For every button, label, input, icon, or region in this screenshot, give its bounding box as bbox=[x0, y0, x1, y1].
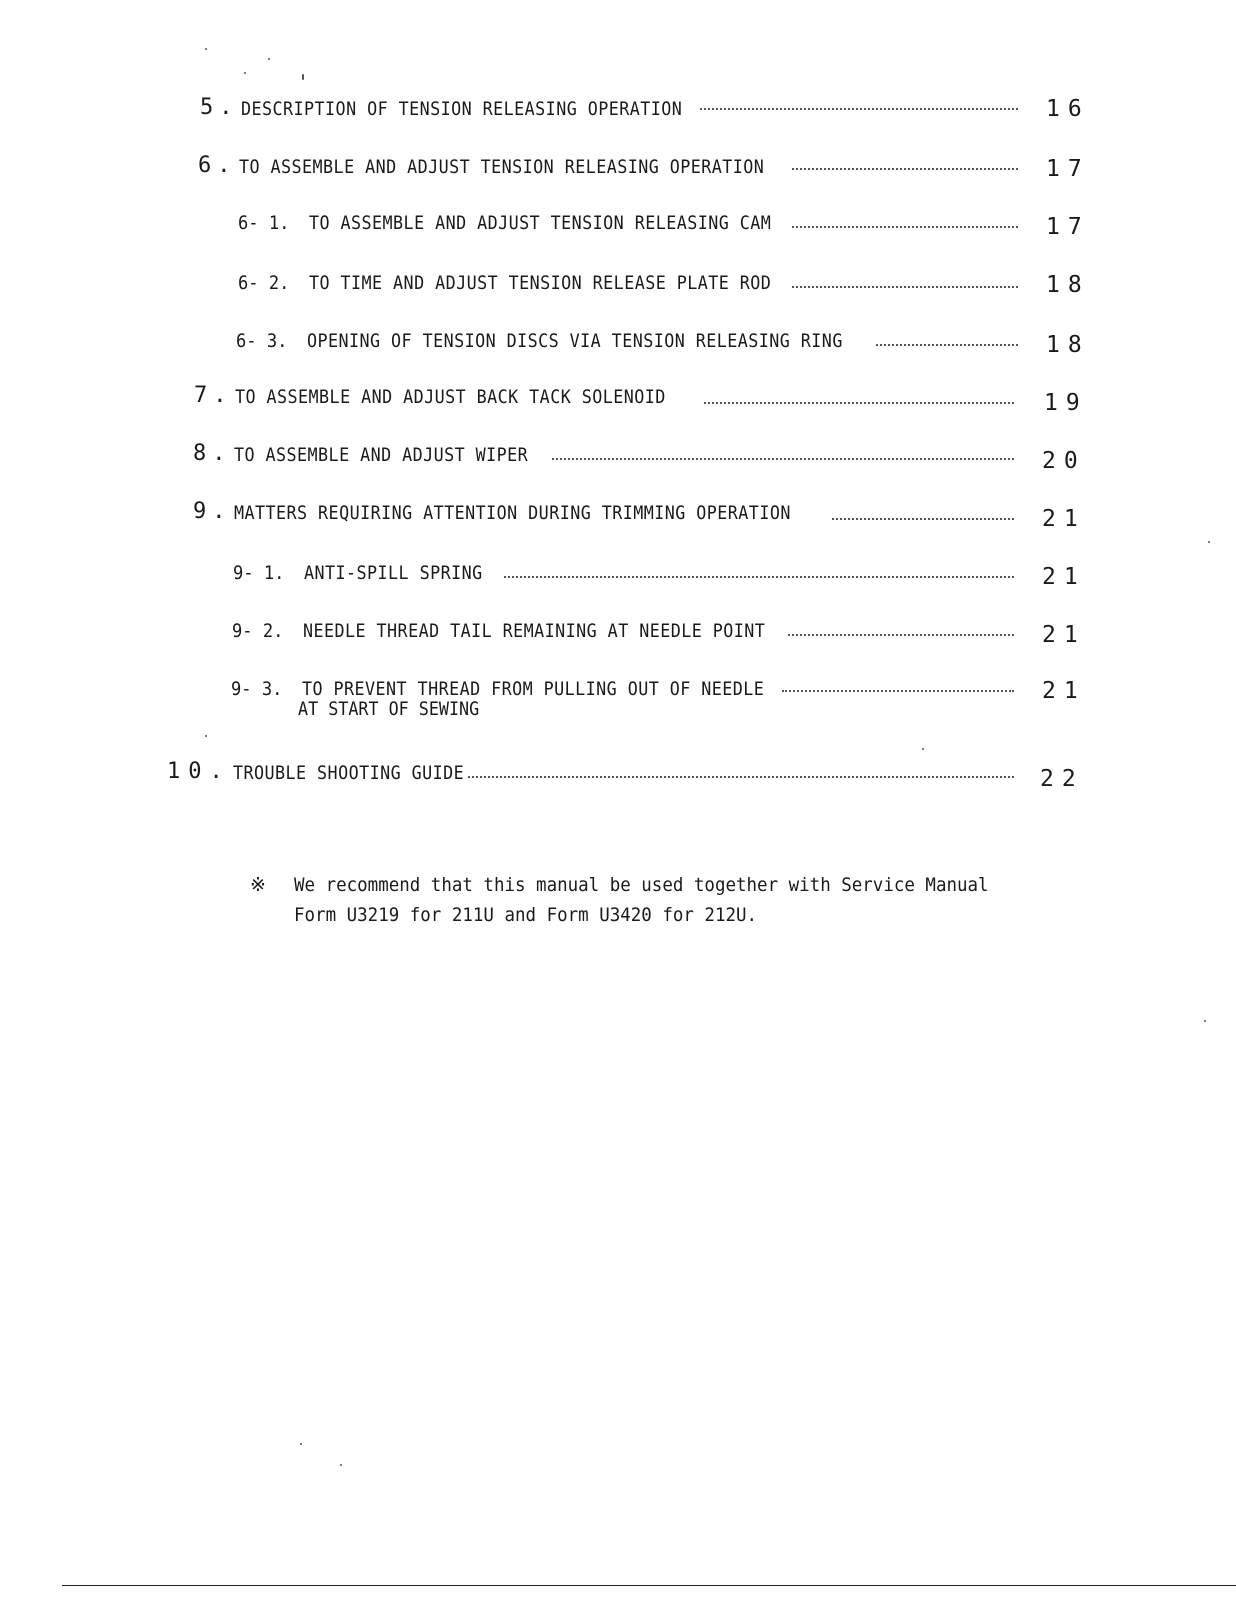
toc-entry-10 bbox=[167, 750, 495, 784]
scan-speck bbox=[340, 1464, 342, 1466]
toc-entry-number: 9- 3. bbox=[231, 678, 283, 700]
dot-leader bbox=[792, 224, 1018, 228]
toc-entry-page: 16 bbox=[1046, 96, 1090, 122]
dot-leader bbox=[792, 166, 1018, 170]
toc-entry-number: 6- 1. bbox=[238, 212, 290, 234]
toc-entry-9-3 bbox=[231, 666, 828, 700]
toc-entry-title: TO ASSEMBLE AND ADJUST TENSION RELEASING OPERATION bbox=[238, 156, 764, 178]
toc-entry-number: 6. bbox=[198, 153, 237, 178]
toc-entry-title-continuation: AT START OF SEWING bbox=[298, 698, 480, 720]
toc-entry-9-2 bbox=[232, 608, 829, 642]
dot-leader bbox=[782, 688, 1014, 692]
toc-entry-number: 9- 1. bbox=[233, 562, 285, 584]
toc-entry-page: 18 bbox=[1046, 332, 1090, 358]
toc-entry-number: 6- 2. bbox=[238, 272, 290, 294]
dot-leader bbox=[788, 632, 1014, 636]
toc-entry-number: 5. bbox=[200, 95, 239, 120]
dot-leader bbox=[504, 574, 1014, 578]
toc-entry-8 bbox=[193, 432, 568, 466]
scan-speck bbox=[244, 72, 246, 74]
scan-speck bbox=[205, 735, 207, 737]
toc-entry-title: TO ASSEMBLE AND ADJUST BACK TACK SOLENOID bbox=[234, 386, 666, 408]
toc-entry-9-1 bbox=[233, 550, 507, 584]
scan-speck bbox=[922, 748, 924, 750]
toc-entry-page: 17 bbox=[1046, 214, 1090, 240]
toc-entry-title: ANTI-SPILL SPRING bbox=[304, 562, 483, 584]
toc-entry-title: OPENING OF TENSION DISCS VIA TENSION RELEASING RING bbox=[307, 330, 844, 352]
toc-entry-title: TO ASSEMBLE AND ADJUST WIPER bbox=[233, 444, 528, 466]
dot-leader bbox=[876, 342, 1018, 346]
toc-entry-6-2 bbox=[238, 260, 835, 294]
dot-leader bbox=[552, 456, 1014, 460]
toc-entry-9 bbox=[193, 490, 866, 524]
scan-speck bbox=[300, 1443, 302, 1445]
toc-entry-number: 7. bbox=[194, 383, 233, 408]
toc-entry-page: 21 bbox=[1042, 564, 1086, 590]
toc-entry-title: TROUBLE SHOOTING GUIDE bbox=[232, 762, 464, 784]
toc-entry-number: 6- 3. bbox=[236, 330, 288, 352]
toc-entry-page: 17 bbox=[1046, 156, 1090, 182]
dot-leader bbox=[832, 516, 1014, 520]
toc-entry-number: 10. bbox=[167, 759, 231, 784]
toc-entry-title: TO TIME AND ADJUST TENSION RELEASE PLATE ROD bbox=[309, 272, 772, 294]
scan-speck bbox=[268, 58, 270, 60]
toc-entry-title: DESCRIPTION OF TENSION RELEASING OPERATION bbox=[240, 98, 682, 120]
footnote-text: We recommend that this manual be used together with Service Manual Form U3219 for 211U and Form U3420 for 212U. bbox=[294, 874, 989, 926]
toc-entry-page: 22 bbox=[1040, 766, 1084, 792]
dot-leader bbox=[792, 284, 1018, 288]
toc-entry-title: TO PREVENT THREAD FROM PULLING OUT OF NEEDLE bbox=[302, 678, 765, 700]
toc-entry-6 bbox=[198, 144, 835, 178]
toc-entry-page: 20 bbox=[1042, 448, 1086, 474]
toc-entry-number: 8. bbox=[193, 441, 232, 466]
scan-speck bbox=[1208, 541, 1210, 543]
reference-mark-icon: ※ bbox=[250, 874, 266, 896]
dot-leader bbox=[468, 774, 1014, 778]
toc-entry-page: 18 bbox=[1046, 272, 1090, 298]
toc-entry-page: 21 bbox=[1042, 506, 1086, 532]
toc-entry-title: NEEDLE THREAD TAIL REMAINING AT NEEDLE POINT bbox=[303, 620, 766, 642]
toc-entry-number: 9. bbox=[193, 499, 232, 524]
toc-entry-7 bbox=[194, 374, 724, 408]
dot-leader bbox=[704, 400, 1014, 404]
scan-speck bbox=[1204, 1020, 1206, 1022]
toc-entry-5 bbox=[200, 86, 742, 120]
toc-entry-number: 9- 2. bbox=[232, 620, 284, 642]
toc-entry-6-1 bbox=[238, 200, 835, 234]
dot-leader bbox=[700, 106, 1018, 110]
toc-entry-page: 19 bbox=[1044, 390, 1088, 416]
toc-entry-page: 21 bbox=[1042, 678, 1086, 704]
scan-speck bbox=[205, 48, 207, 50]
toc-entry-title: MATTERS REQUIRING ATTENTION DURING TRIMMING OPERATION bbox=[233, 502, 791, 524]
toc-entry-page: 21 bbox=[1042, 622, 1086, 648]
page-bottom-rule bbox=[62, 1585, 1236, 1586]
toc-entry-6-3 bbox=[236, 318, 916, 352]
toc-entry-title: TO ASSEMBLE AND ADJUST TENSION RELEASING CAM bbox=[309, 212, 772, 234]
scan-speck bbox=[302, 74, 304, 80]
